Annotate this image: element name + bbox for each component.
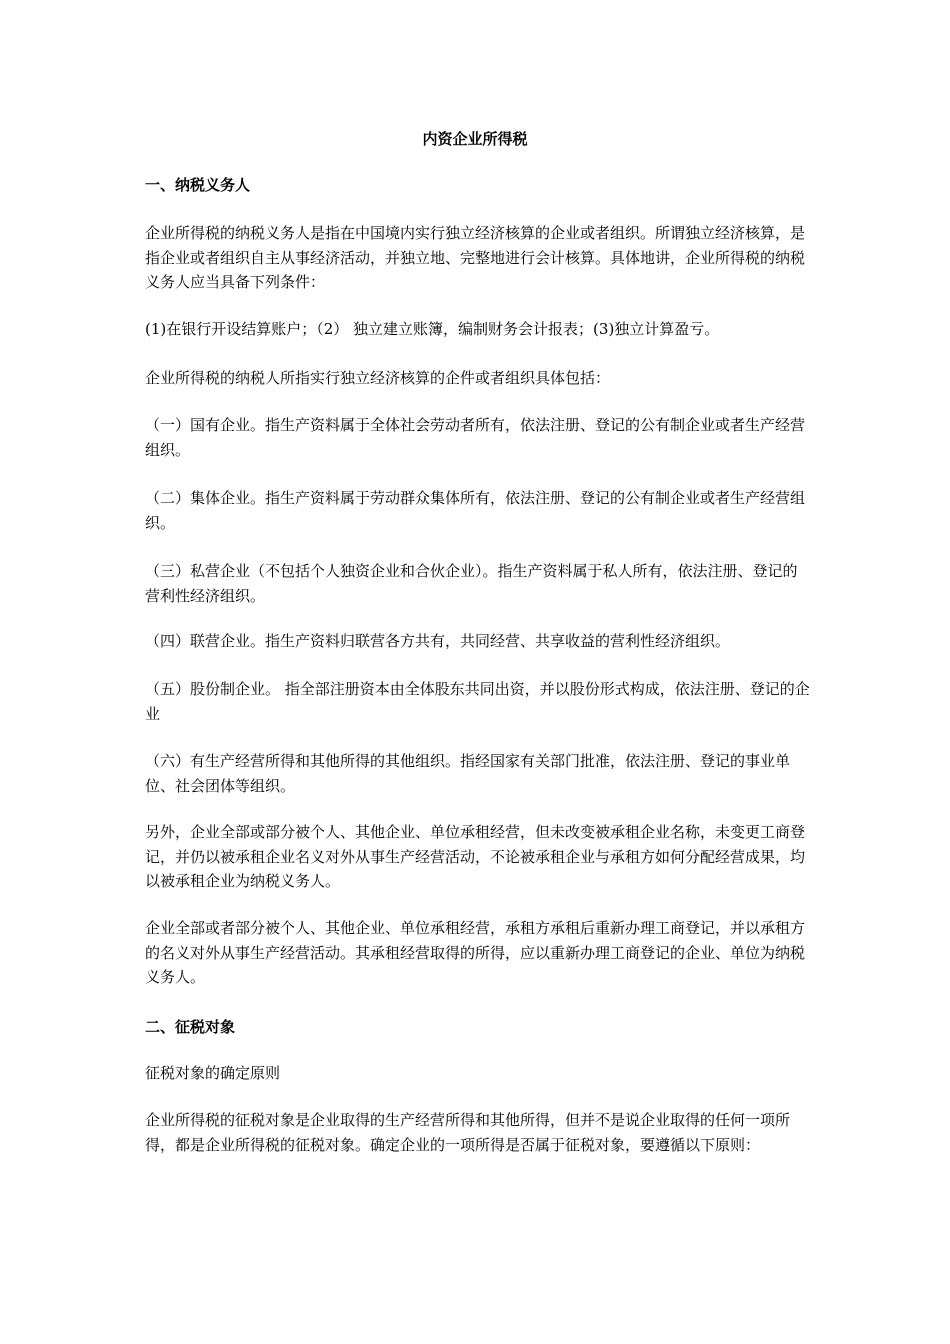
conditions-paragraph: (1)在银行开设结算账户；（2） 独立建立账簿，编制财务会计报表；(3)独立计算盈亏。: [145, 320, 720, 338]
enterprise-type-item: （一）国有企业。指生产资料属于全体社会劳动者所有，依法注册、登记的公有制企业或者生产经营组织。: [145, 416, 806, 459]
document-title: 内资企业所得税: [422, 130, 528, 148]
scope-intro-paragraph: 企业所得税的纳税人所指实行独立经济核算的企件或者组织具体包括：: [145, 369, 611, 387]
enterprise-type-item: （五）股份制企业。 指全部注册资本由全体股东共同出资，并以股份形式构成，依法注册、登记的企业: [145, 680, 810, 723]
section-2-subheading: 征税对象的确定原则: [145, 1064, 281, 1082]
section-2-heading: 二、征税对象: [145, 1018, 236, 1036]
enterprise-type-item: （二）集体企业。指生产资料属于劳动群众集体所有，依法注册、登记的公有制企业或者生产经营组织。: [145, 489, 806, 532]
leasing-registration-paragraph: 企业全部或者部分被个人、其他企业、单位承租经营，承租方承租后重新办理工商登记，并以承租方的名义对外从事生产经营活动。其承租经营取得的所得，应以重新办理工商登记的企业、单位为纳税义务人。: [145, 919, 806, 986]
section-1-intro-paragraph: 企业所得税的纳税义务人是指在中国境内实行独立经济核算的企业或者组织。所谓独立经济核算，是指企业或者组织自主从事经济活动，并独立地、完整地进行会计核算。具体地讲，企业所得税的纳税义务人应当具备下列条件：: [145, 224, 806, 291]
leasing-note-paragraph: 另外，企业全部或部分被个人、其他企业、单位承租经营，但未改变被承租企业名称，未变更工商登记，并仍以被承租企业名义对外从事生产经营活动，不论被承租企业与承租方如何分配经营成果，均以被承租企业为纳税义务人。: [145, 823, 806, 890]
enterprise-type-item: （四）联营企业。指生产资料归联营各方共有，共同经营、共享收益的营利性经济组织。: [145, 632, 731, 650]
section-2-body-paragraph: 企业所得税的征税对象是企业取得的生产经营所得和其他所得，但并不是说企业取得的任何一项所得，都是企业所得税的征税对象。确定企业的一项所得是否属于征税对象，要遵循以下原则：: [145, 1111, 791, 1154]
enterprise-type-item: （六）有生产经营所得和其他所得的其他组织。指经国家有关部门批准，依法注册、登记的事业单位、社会团体等组织。: [145, 752, 791, 795]
section-1-heading: 一、纳税义务人: [145, 176, 251, 194]
enterprise-type-item: （三）私营企业（不包括个人独资企业和合伙企业）。指生产资料属于私人所有，依法注册、登记的营利性经济组织。: [145, 562, 798, 605]
